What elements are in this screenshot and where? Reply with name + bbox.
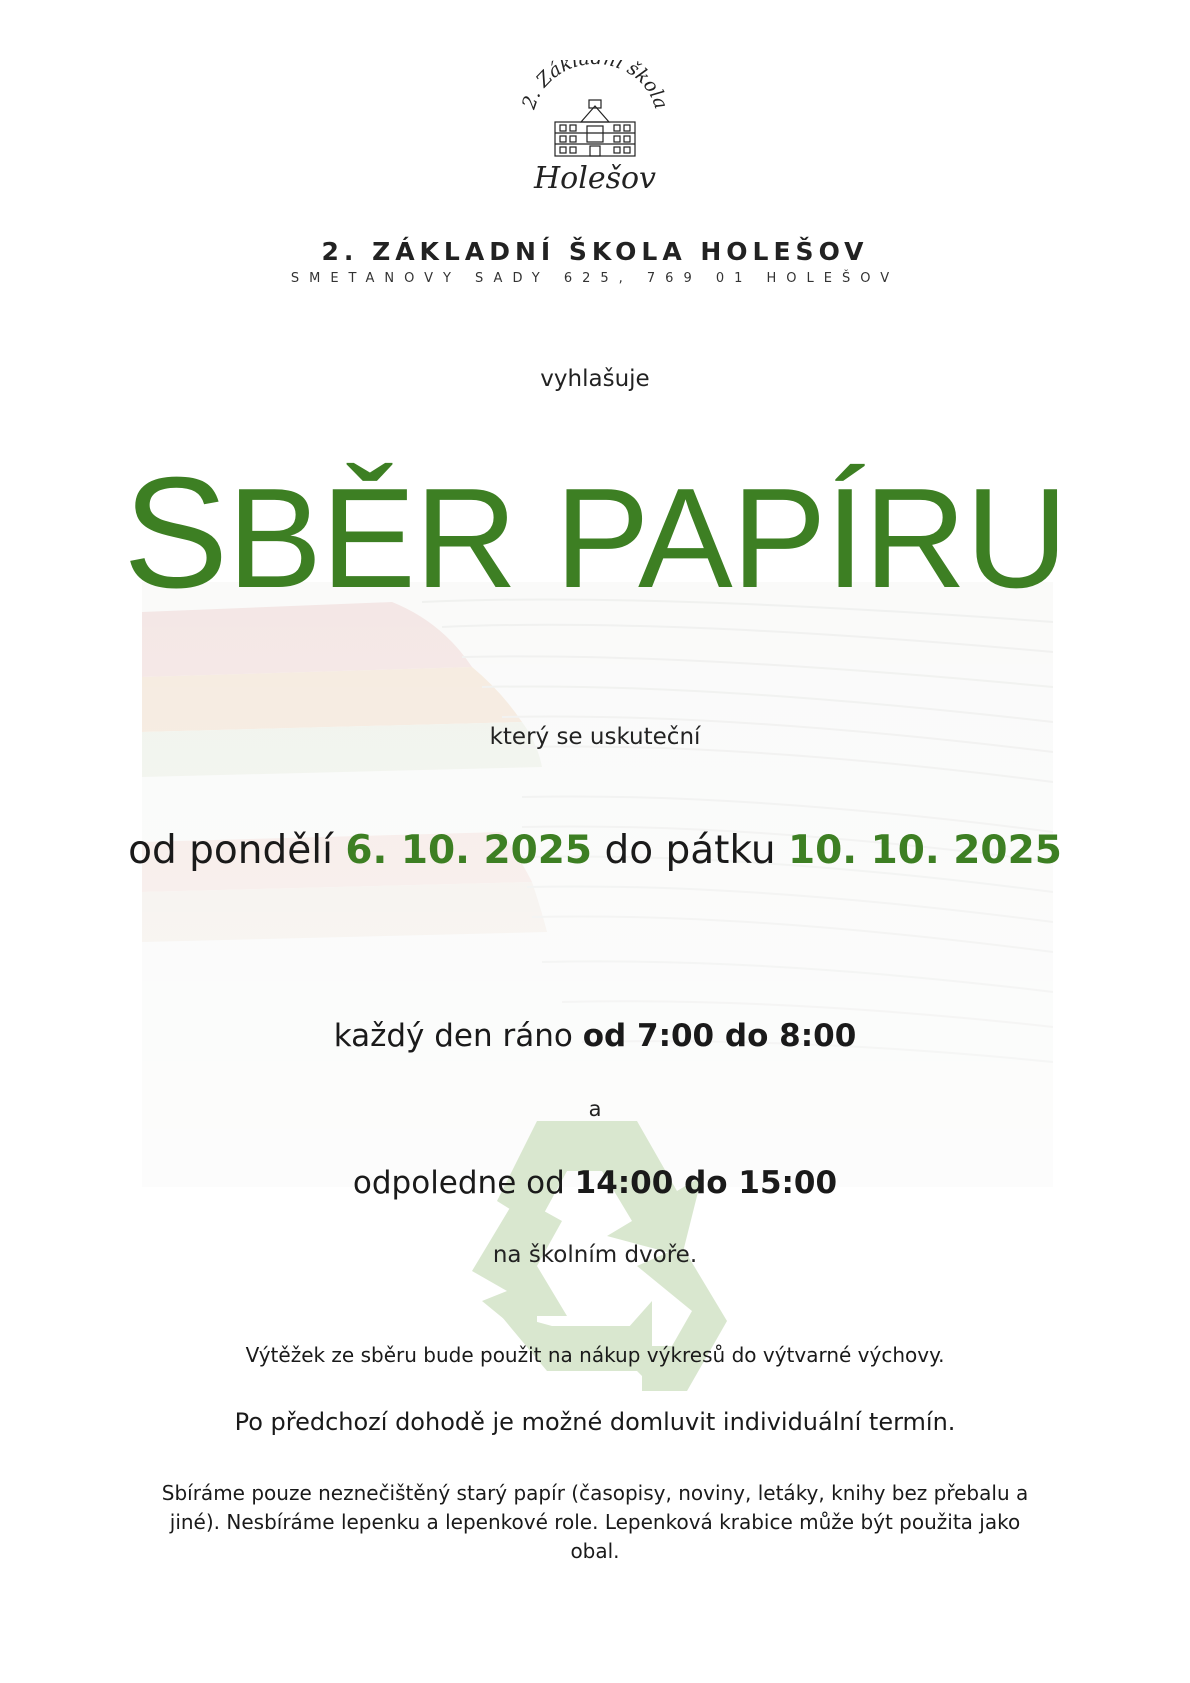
morning-time: od 7:00 do 8:00 bbox=[582, 1018, 857, 1054]
school-building-icon bbox=[555, 100, 635, 156]
date-from: 6. 10. 2025 bbox=[345, 828, 593, 873]
logo-arc-text: 2. Zákl í škola bbox=[517, 60, 673, 112]
morning-label: každý den ráno bbox=[333, 1018, 573, 1054]
takes-place-text: který se uskuteční bbox=[489, 724, 701, 750]
school-address: SMETANOVY SADY 625, 769 01 HOLEŠOV bbox=[290, 271, 900, 286]
date-range bbox=[0, 828, 1190, 873]
afternoon-label: odpoledne od bbox=[352, 1165, 565, 1201]
title-first-letter: S bbox=[123, 445, 228, 621]
afternoon-hours bbox=[0, 1165, 1190, 1201]
date-to: 10. 10. 2025 bbox=[787, 828, 1062, 873]
place-text: na školním dvoře. bbox=[492, 1242, 698, 1268]
and-text: a bbox=[588, 1097, 602, 1121]
logo-town-text: Holešov bbox=[534, 161, 656, 196]
afternoon-time: 14:00 do 15:00 bbox=[574, 1165, 838, 1201]
school-name: 2. ZÁKLADNÍ ŠKOLA HOLEŠOV bbox=[321, 237, 869, 266]
announces-text: vyhlašuje bbox=[540, 366, 650, 392]
school-logo bbox=[515, 60, 675, 200]
proceeds-text: Výtěžek ze sběru bude použit na nákup výkresů do výtvarné výchovy. bbox=[245, 1343, 945, 1367]
main-title bbox=[0, 445, 1190, 621]
date-from-label: od pondělí bbox=[128, 828, 333, 873]
date-to-label: do pátku bbox=[604, 828, 776, 873]
title-rest: BĚR PAPÍRU bbox=[227, 459, 1067, 618]
morning-hours bbox=[0, 1018, 1190, 1054]
collection-note: Sbíráme pouze neznečištěný starý papír (časopisy, noviny, letáky, knihy bez přebalu a jiné). Nesbíráme lepenku a lepenkové role. Lepenková krabice může být použita jako obal. bbox=[161, 1481, 1029, 1563]
individual-term-text: Po předchozí dohodě je možné domluvit individuální termín. bbox=[234, 1408, 956, 1436]
